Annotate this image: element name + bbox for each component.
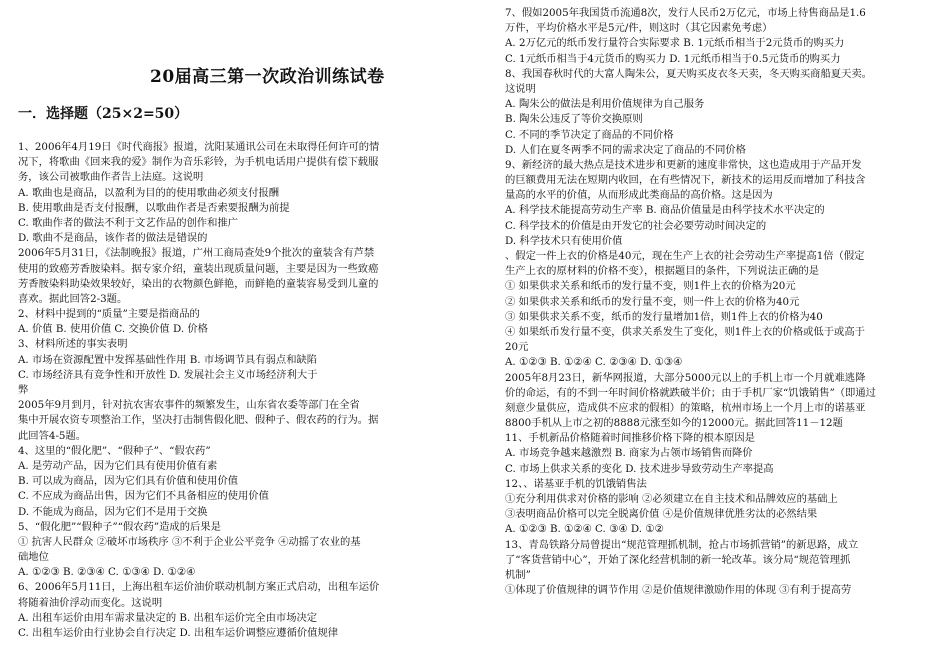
text-line: ① 如果供求关系和纸币的发行量不变，则1件上衣的价格为20元: [505, 280, 796, 293]
text-line: 20元: [505, 341, 529, 354]
text-line: 价的命运，有的不到一年时间价格就跌破半价；由于手机厂家“饥饿销售”（即通过: [505, 386, 876, 399]
text-line: A. 出租车运价由用车需求量决定的 B. 出租车运价完全由市场决定: [18, 611, 318, 624]
text-line: B. 可以成为商品，因为它们具有价值和使用价值: [18, 475, 239, 488]
text-line: A. 2万亿元的纸币发行量符合实际要求 B. 1元纸币相当于2元货币的购买力: [505, 37, 845, 50]
text-line: 4、这里的“假化肥”、“假种子”、“假农药”: [18, 444, 211, 457]
text-line: D. 歌曲不是商品，该作者的做法是错误的: [18, 232, 208, 245]
text-line: C. 科学技术的价值是由开发它的社会必要劳动时间决定的: [505, 219, 767, 232]
text-line: 机制”: [505, 568, 531, 581]
text-line: ①充分利用供求对价格的影响 ②必须建立在自主技术和品牌效应的基础上: [505, 493, 838, 505]
text-line: 12、、诺基亚手机的饥饿销售法: [505, 477, 647, 490]
text-line: B. 使用歌曲是否支付报酬，以歌曲作者是否索要报酬为前提: [18, 201, 290, 214]
text-line: A. 科学技术能提高劳动生产率 B. 商品价值量是由科学技术水平决定的: [505, 204, 825, 217]
text-line: 使用的致癌芳香胺染料。据专家介绍，童装出现质量问题，主要是因为一些致癌: [18, 262, 379, 275]
text-line: 7、假如2005年我国货币流通8次，发行人民币2万亿元，市场上待售商品是1.6: [505, 7, 866, 19]
text-line: A. 歌曲也是商品，以盈利为目的的使用歌曲必须支付报酬: [18, 186, 280, 199]
text-line: 此回答4-5题。: [18, 429, 87, 442]
text-line: 喜欢。据此回答2-3题。: [18, 292, 128, 305]
text-line: A. 陶朱公的做法是利用价值规律为自己服务: [505, 98, 705, 111]
text-line: 2006年5月31日，《法制晚报》报道，广州工商局查处9个批次的童装含有芦禁: [18, 247, 375, 260]
text-line: ③ 如果供求关系不变，纸币的发行量增加1倍，则1件上衣的价格为40: [505, 310, 823, 323]
page-title: 20届高三第一次政治训练试卷: [150, 67, 385, 87]
text-line: 况下，将歌曲《回来我的爱》制作为音乐彩铃，为手机电话用户提供有偿下载服: [18, 156, 379, 169]
text-line: 11、手机新品价格随着时间推移价格下降的根本原因是: [505, 432, 755, 445]
text-line: 6、2006年5月11日，上海出租车运价油价联动机制方案正式启动，出租车运价: [18, 581, 380, 594]
text-line: 务，该公司被歌曲作者告上法庭。这说明: [18, 171, 204, 184]
text-line: 、假定一件上衣的价格是40元，现在生产上衣的社会劳动生产率提高1倍（假定: [505, 250, 865, 262]
text-line: A. 市场在资源配置中发挥基础性作用 B. 市场调节具有弱点和缺陷: [18, 353, 318, 366]
text-line: 芳香胺染料助染效果较好，染出的衣物颜色鲜艳，而鲜艳的童装容易受到儿童的: [18, 277, 379, 290]
text-line: ①体现了价值规律的调节作用 ②是价值规律激励作用的体现 ③有利于提高劳: [505, 584, 852, 597]
text-line: 2、材料中提到的“质量”主要是指商品的: [18, 308, 200, 321]
section-heading: 一．选择题（25×2=50）: [18, 106, 189, 122]
text-line: A. 价值 B. 使用价值 C. 交换价值 D. 价格: [18, 323, 208, 336]
text-line: ③表明商品价格可以完全脱离价值 ④是价值规律优胜劣汰的必然结果: [505, 508, 818, 521]
text-line: 1、2006年4月19日《时代商报》报道，沈阳某通讯公司在未取得任何许可的情: [18, 141, 380, 153]
text-line: 弊: [18, 384, 29, 396]
text-line: B. 陶朱公违反了等价交换原则: [505, 113, 643, 126]
text-line: 3、材料所述的事实表明: [18, 338, 128, 351]
text-line: D. 不能成为商品，因为它们不是用于交换: [18, 505, 208, 518]
text-line: ④ 如果纸币发行量不变，供求关系发生了变化，则1件上衣的价格或低于或高于: [505, 325, 865, 338]
text-line: 这说明: [505, 82, 536, 95]
text-line: 5、“假化肥”“假种子”“假农药”造成的后果是: [18, 520, 221, 533]
text-line: ② 如果供求关系和纸币的发行量不变，则一件上衣的价格为40元: [505, 295, 800, 308]
text-line: 2005年9月到月，针对抗农害农事件的频繁发生，山东省农委等部门在全省: [18, 399, 360, 412]
text-line: C. 1元纸币相当于4元货币的购买力 D. 1元纸币相当于0.5元货币的购买力: [505, 52, 841, 65]
text-line: 万件，平均价格水平是5元/件，则这时（其它因素免考虑）: [505, 22, 773, 35]
text-line: 生产上衣的原材料的价格不变），根据题目的条件，下列说法正确的是: [505, 265, 820, 278]
text-line: C. 不同的季节决定了商品的不同价格: [505, 128, 674, 141]
text-line: C. 市场经济具有竞争性和开放性 D. 发展社会主义市场经济利大于: [18, 368, 318, 381]
text-line: A. 是劳动产品，因为它们具有使用价值有素: [18, 459, 218, 472]
text-line: 了“客货营销中心”，开始了深化经营机制的新一轮改革。该分局“规范管理抓: [505, 553, 851, 566]
right-column: [505, 6, 935, 598]
text-line: 9、新经济的最大热点是技术进步和更新的速度非常快，这也造成用于产品开发: [505, 158, 862, 171]
text-line: 刻意少量供应，造成供不应求的假相）的策略，杭州市场上一个月上市的诺基亚: [505, 401, 866, 414]
text-line: A. 市场竞争越来越激烈 B. 商家为占领市场销售而降价: [505, 447, 753, 460]
text-line: A. ①②③ B. ①②④ C. ③④ D. ①②: [505, 523, 664, 536]
text-line: 集中开展农资专项整治工作，坚决打击制售假化肥、假种子、假农药的行为。据: [18, 414, 379, 427]
text-line: A. ①②③ B. ②③④ C. ①③④ D. ①②④: [18, 566, 196, 579]
text-line: C. 市场上供求关系的变化 D. 技术进步导致劳动生产率提高: [505, 462, 774, 475]
text-line: C. 歌曲作者的做法不利于文艺作品的创作和推广: [18, 216, 238, 229]
text-line: ① 抗害人民群众 ②破坏市场秩序 ③不利于企业公平竞争 ④动摇了农业的基: [18, 535, 361, 548]
text-line: A. ①②③ B. ①②④ C. ②③④ D. ①③④: [505, 356, 683, 369]
text-line: 量高的水平的价值，从而形成此类商品的高价格。这是因为: [505, 189, 773, 202]
text-line: C. 不应成为商品出售，因为它们不具备相应的使用价值: [18, 490, 269, 503]
text-line: 8、我国春秋时代的大富人陶朱公，夏天购买皮衣冬天卖，冬天购买商船夏天卖。: [505, 67, 872, 80]
text-line: 的巨额费用无法在短期内收回，在有些情况下，新技术的运用反而增加了科技含: [505, 174, 866, 187]
left-column: [18, 140, 458, 641]
text-line: C. 出租车运价由行业协会自行决定 D. 出租车运价调整应遵循价值规律: [18, 627, 339, 639]
text-line: D. 人们在夏冬两季不同的需求决定了商品的不同价格: [505, 143, 746, 156]
text-line: 将随着油价浮动而变化。这说明: [18, 596, 163, 609]
text-line: 13、青岛铁路分局曾提出“规范管理抓机制，抢占市场抓营销”的新思路，成立: [505, 538, 859, 551]
text-line: 础地位: [18, 551, 49, 564]
text-line: 8800手机从上市之初的8888元涨至如今的12000元。据此回答11－12题: [505, 417, 843, 430]
text-line: D. 科学技术只有使用价值: [505, 234, 623, 247]
text-line: 2005年8月23日，新华网报道，大部分5000元以上的手机上市一个月就难逃降: [505, 371, 866, 384]
